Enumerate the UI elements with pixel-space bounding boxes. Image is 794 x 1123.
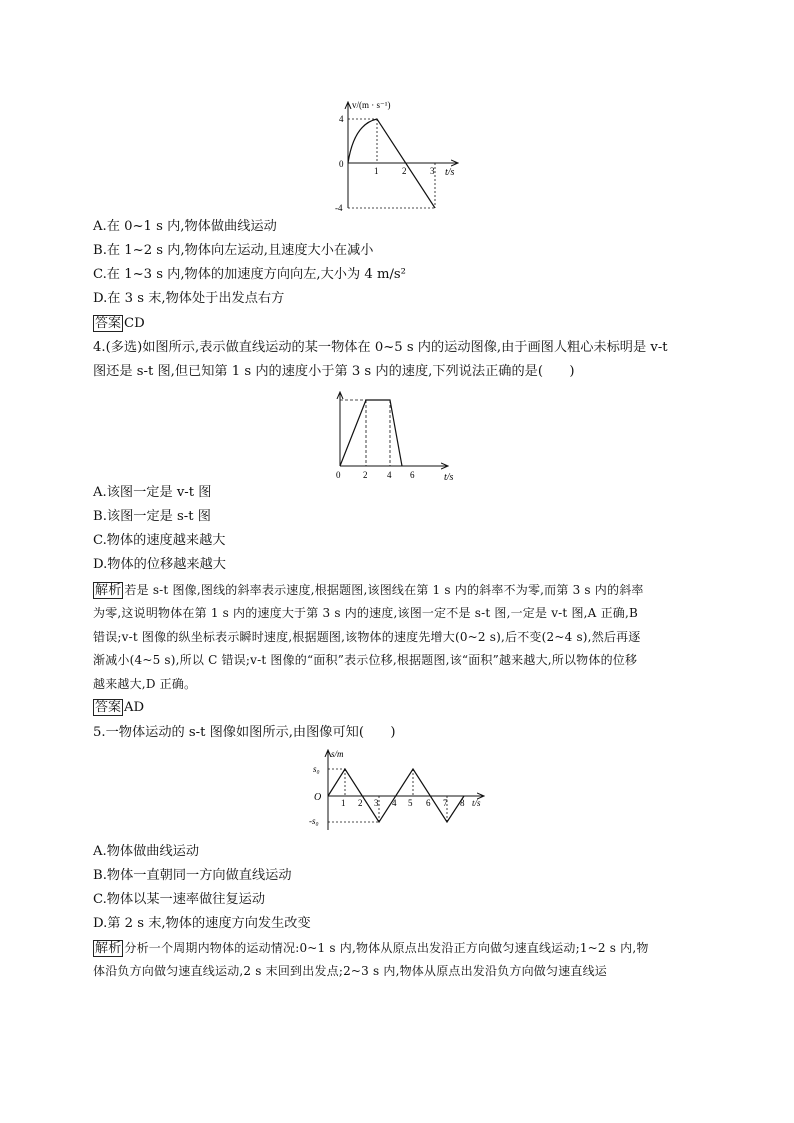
x-axis-label: t/s bbox=[445, 167, 455, 178]
x-tick-4: 4 bbox=[392, 798, 397, 808]
x-tick-2: 2 bbox=[363, 470, 368, 480]
q5-analysis-line1 bbox=[93, 939, 649, 957]
answer-tag: 答案 bbox=[95, 316, 122, 331]
y-tick-4: 4 bbox=[339, 114, 344, 124]
analysis-text: 分析一个周期内物体的运动情况:0~1 s 内,物体从原点出发沿正方向做匀速直线运动;1~2 s 内,物 bbox=[124, 941, 649, 955]
x-tick-0: 0 bbox=[336, 470, 341, 480]
x-tick-5: 5 bbox=[408, 798, 413, 808]
analysis-tag: 解析 bbox=[95, 583, 122, 598]
x-axis-label: t/s bbox=[472, 798, 481, 808]
x-tick-1: 1 bbox=[374, 166, 379, 176]
y-axis-label: v/(m · s⁻¹) bbox=[352, 100, 391, 110]
q3-option-a: A.在 0~1 s 内,物体做曲线运动 bbox=[93, 219, 277, 234]
q4-option-c: C.物体的速度越来越大 bbox=[93, 533, 226, 548]
q5-option-c: C.物体以某一速率做往复运动 bbox=[93, 892, 266, 907]
x-tick-2: 2 bbox=[358, 798, 363, 808]
q5-option-d: D.第 2 s 末,物体的速度方向发生改变 bbox=[93, 916, 311, 931]
q4-option-d: D.物体的位移越来越大 bbox=[93, 557, 226, 572]
q4-answer bbox=[93, 699, 144, 717]
y-tick-neg-s0: -s₀ bbox=[309, 816, 319, 826]
x-tick-1: 1 bbox=[341, 798, 346, 808]
y-tick-0: 0 bbox=[339, 159, 344, 169]
x-tick-4: 4 bbox=[387, 470, 392, 480]
x-tick-6: 6 bbox=[426, 798, 431, 808]
q4-option-a: A.该图一定是 v-t 图 bbox=[93, 485, 212, 500]
q5-option-a: A.物体做曲线运动 bbox=[93, 844, 200, 859]
q3-option-c: C.在 1~3 s 内,物体的加速度方向向左,大小为 4 m/s² bbox=[93, 267, 406, 282]
q3-answer-value: CD bbox=[124, 316, 145, 331]
x-tick-3: 3 bbox=[374, 798, 379, 808]
figure-st-graph bbox=[300, 746, 500, 834]
q4-answer-value: AD bbox=[124, 700, 145, 715]
x-tick-8: 8 bbox=[460, 798, 465, 808]
origin-label: O bbox=[314, 792, 322, 803]
q4-stem-line1: 4.(多选)如图所示,表示做直线运动的某一物体在 0~5 s 内的运动图像,由于画图人粗心未标明是 v-t bbox=[93, 340, 668, 355]
q5-option-b: B.物体一直朝同一方向做直线运动 bbox=[93, 868, 292, 883]
y-tick-neg4: -4 bbox=[335, 203, 343, 213]
q4-stem-line2: 图还是 s-t 图,但已知第 1 s 内的速度小于第 3 s 内的速度,下列说法正确的是( ) bbox=[93, 364, 575, 379]
answer-tag: 答案 bbox=[95, 700, 122, 715]
y-tick-s0: s₀ bbox=[313, 764, 320, 774]
x-tick-3: 3 bbox=[430, 166, 435, 176]
x-axis-label: t/s bbox=[444, 472, 454, 482]
q3-option-b: B.在 1~2 s 内,物体向左运动,且速度大小在减小 bbox=[93, 243, 374, 258]
x-tick-7: 7 bbox=[443, 798, 448, 808]
q4-analysis-line1 bbox=[93, 581, 644, 599]
analysis-tag: 解析 bbox=[95, 941, 122, 956]
x-tick-2: 2 bbox=[402, 166, 407, 176]
analysis-text: 若是 s-t 图像,图线的斜率表示速度,根据题图,该图线在第 1 s 内的斜率不为零,而第 3 s 内的斜率 bbox=[124, 583, 644, 597]
figure-trapezoid-graph bbox=[330, 390, 465, 482]
q3-option-d: D.在 3 s 末,物体处于出发点右方 bbox=[93, 291, 285, 306]
q3-answer bbox=[93, 315, 145, 333]
q4-analysis-line4: 渐减小(4~5 s),所以 C 错误;v-t 图像的“面积”表示位移,根据题图,该“面积”越来越大,所以物体的位移 bbox=[93, 653, 638, 667]
figure-vt-graph bbox=[330, 96, 470, 216]
q4-analysis-line2: 为零,这说明物体在第 1 s 内的速度大于第 3 s 内的速度,该图一定不是 s-t 图,一定是 v-t 图,A 正确,B bbox=[93, 606, 638, 620]
q5-analysis-line2: 体沿负方向做匀速直线运动,2 s 末回到出发点;2~3 s 内,物体从原点出发沿负方向做匀速直线运 bbox=[93, 964, 608, 978]
q4-analysis-line5: 越来越大,D 正确。 bbox=[93, 677, 197, 691]
y-axis-label: s/m bbox=[331, 749, 344, 759]
x-tick-6: 6 bbox=[410, 470, 415, 480]
q4-analysis-line3: 错误;v-t 图像的纵坐标表示瞬时速度,根据题图,该物体的速度先增大(0~2 s),后不变(2~4 s),然后再逐 bbox=[93, 630, 641, 644]
trapezoid-line bbox=[340, 400, 402, 466]
q4-option-b: B.该图一定是 s-t 图 bbox=[93, 509, 211, 524]
q5-stem: 5.一物体运动的 s-t 图像如图所示,由图像可知( ) bbox=[93, 725, 396, 740]
